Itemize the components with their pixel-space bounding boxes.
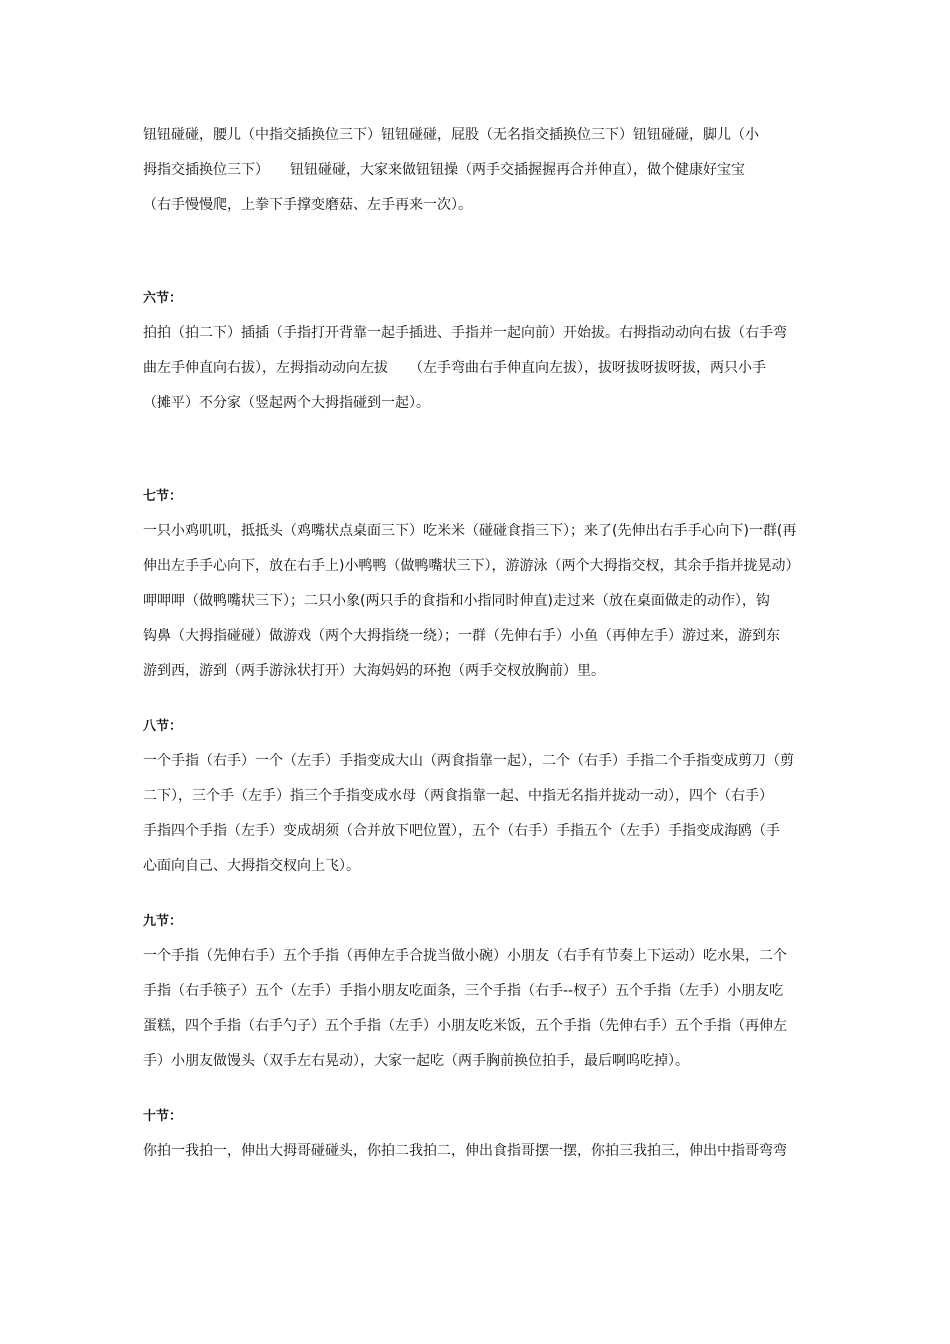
spacer: [143, 1079, 823, 1099]
spacer: [143, 267, 823, 281]
paragraph-line: 一个手指（先伸右手）五个手指（再伸左手合拢当做小碗）小朋友（右手有节奏上下运动）吃水果，二个: [143, 948, 787, 964]
section-heading: 六节：: [143, 291, 183, 306]
paragraph-line: 钩鼻（大拇指碰碰）做游戏（两个大拇指绕一绕）；一群（先伸右手）小鱼（再伸左手）游过来，游到东: [143, 628, 780, 644]
section-heading: 十节：: [143, 1109, 183, 1124]
paragraph-line: 钮钮碰碰，腰儿（中指交插换位三下）钮钮碰碰，屁股（无名指交插换位三下）钮钮碰碰，脚儿（小: [143, 127, 759, 143]
paragraph-line: 心面向自己、大拇指交杈向上飞）。: [143, 858, 360, 874]
paragraph-line: 曲左手伸直向右拔），左拇指动动向左拔 （左手弯曲右手伸直向左拔），拔呀拔呀拔呀拔，两只小手: [143, 360, 766, 376]
paragraph-line: 你拍一我拍一，伸出大拇哥碰碰头，你拍二我拍二，伸出食指哥摆一摆，你拍三我拍三，伸出中指哥弯弯: [143, 1143, 787, 1159]
paragraph-line: 手）小朋友做馒头（双手左右晃动），大家一起吃（两手胸前换位拍手，最后啊呜吃掉）。: [143, 1053, 689, 1069]
intro-paragraph: [143, 118, 823, 223]
paragraph-line: 二下），三个手（左手）指三个手指变成水母（两食指靠一起、中指无名指并拢动一动），四个（右手）: [143, 788, 773, 804]
paragraph-line: 一个手指（右手）一个（左手）手指变成大山（两食指靠一起），二个（右手）手指二个手指变成剪刀（剪: [143, 753, 794, 769]
spacer: [143, 689, 823, 709]
spacer: [143, 421, 823, 465]
section-10: [143, 1099, 823, 1169]
paragraph-line: 一只小鸡叽叽，抵抵头（鸡嘴状点桌面三下）吃米米（碰碰食指三下）；来了(先伸出右手手心向下)一群(再: [143, 523, 797, 539]
paragraph-line: 呷呷呷（做鸭嘴状三下）；二只小象(两只手的食指和小指同时伸直)走过来（放在桌面做走的动作），钩: [143, 593, 770, 609]
section-heading: 七节：: [143, 489, 183, 504]
paragraph-line: 拇指交插换位三下） 钮钮碰碰，大家来做钮钮操（两手交插握握再合并伸直），做个健康好宝宝: [143, 162, 745, 178]
spacer: [143, 223, 823, 267]
section-heading: 九节：: [143, 914, 183, 929]
section-6: [143, 281, 823, 421]
paragraph-line: 手指（右手筷子）五个（左手）手指小朋友吃面条，三个手指（右手--杈子）五个手指（左手）小朋友吃: [143, 983, 784, 999]
paragraph-line: （摊平）不分家（竖起两个大拇指碰到一起）。: [143, 395, 430, 411]
document-page: [143, 118, 823, 1169]
section-heading: 八节：: [143, 719, 183, 734]
section-7: [143, 479, 823, 689]
paragraph-line: 蛋糕，四个手指（右手勺子）五个手指（左手）小朋友吃米饭，五个手指（先伸右手）五个手指（再伸左: [143, 1018, 787, 1034]
paragraph-line: 手指四个手指（左手）变成胡须（合并放下吧位置），五个（右手）手指五个（左手）手指变成海鸥（手: [143, 823, 780, 839]
section-8: [143, 709, 823, 884]
paragraph-line: 伸出左手手心向下，放在右手上)小鸭鸭（做鸭嘴状三下），游游泳（两个大拇指交杈，其余手指并拢晃动）: [143, 558, 800, 574]
spacer: [143, 465, 823, 479]
spacer: [143, 884, 823, 904]
paragraph-line: （右手慢慢爬，上拳下手撑变磨菇、左手再来一次）。: [143, 197, 472, 213]
paragraph-line: 游到西，游到（两手游泳状打开）大海妈妈的环抱（两手交杈放胸前）里。: [143, 663, 605, 679]
section-9: [143, 904, 823, 1079]
paragraph-line: 拍拍（拍二下）插插（手指打开背靠一起手插进、手指并一起向前）开始拔。右拇指动动向右拔（右手弯: [143, 325, 787, 341]
